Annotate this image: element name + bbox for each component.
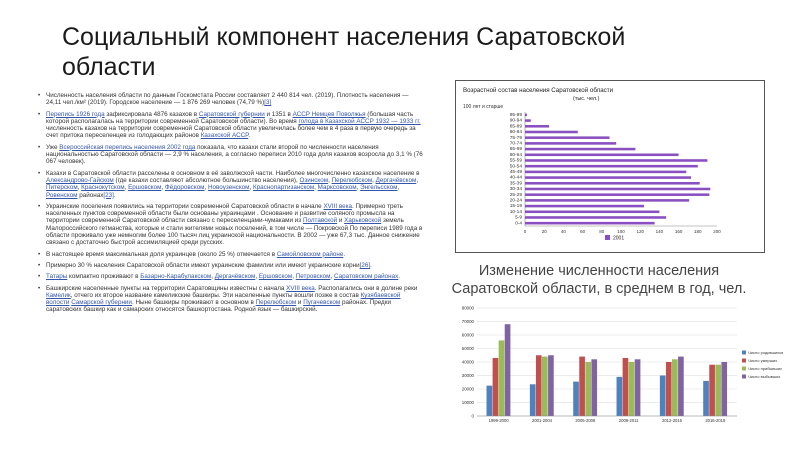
bullet-text: показала, что казахи стали второй по численности населения национальностью Саратовской области — 2,9 % населения, а согласно переписи 2010 года доля казахов возросла до 3,1 % (76 067 человек).	[46, 143, 423, 166]
bullet-link[interactable]: Базарно-Карабулакском	[140, 273, 212, 281]
legend-label: Число родившихся	[748, 350, 784, 355]
bullet-link[interactable]: Всероссийская перепись населения 2002 года	[59, 143, 196, 151]
bar	[525, 182, 700, 185]
bullet-link[interactable]: Ершовском	[128, 184, 162, 192]
bullet-text: ,	[330, 273, 334, 281]
x-tick-label: 2009-2011	[618, 418, 639, 423]
y-tick-label: 0-4	[515, 221, 522, 227]
bullet-text: .	[113, 191, 116, 199]
bar	[703, 381, 709, 416]
bullet-text: ,	[211, 273, 215, 281]
bar	[525, 193, 709, 196]
legend-swatch	[742, 367, 746, 371]
legend-title: 100 лет и старше	[463, 104, 504, 110]
bar	[525, 136, 609, 139]
bullet-text: (большая часть которой располагалась на территории современной Саратовской области). Во время	[46, 110, 414, 125]
bullet-text: Украинские поселения появились на территории современной Саратовской области в начале	[46, 202, 324, 210]
bullet-link[interactable]: Саратовской губернии	[198, 110, 265, 118]
bullet-text: Башкирские населенные пункты на территории Саратовщины известны с начала	[46, 284, 287, 292]
bullet-text: ,	[204, 184, 208, 192]
y-tick-label: 90-94	[509, 118, 522, 124]
bar	[525, 210, 659, 213]
bar	[525, 142, 616, 145]
bar	[499, 340, 505, 416]
x-tick-label: 2016-2019	[705, 418, 726, 423]
bullet-text: ,	[314, 184, 318, 192]
bullet-link[interactable]: Самарской губернии	[71, 299, 132, 307]
bar	[525, 188, 710, 191]
bullet-item	[40, 111, 425, 140]
bullet-item	[40, 251, 425, 258]
x-tick-label: 80	[599, 229, 605, 234]
bar	[678, 357, 684, 416]
bar	[573, 382, 579, 416]
bullet-item	[40, 92, 425, 107]
legend-swatch	[742, 351, 746, 355]
bullet-link[interactable]: Озинском	[299, 176, 329, 184]
bar	[525, 148, 635, 151]
bullet-text: .	[370, 261, 372, 269]
bullet-link[interactable]: Кузябаевской волости	[46, 291, 401, 307]
bullet-text: ,	[77, 184, 82, 192]
bar	[660, 376, 666, 417]
legend-label: Число выбывших	[748, 374, 781, 379]
bar	[525, 176, 691, 179]
legend-label: Число умерших	[748, 358, 778, 363]
bar	[525, 205, 644, 208]
x-tick-label: 20	[541, 229, 547, 234]
bullet-text: .	[343, 250, 346, 258]
bullet-text: ,	[328, 176, 332, 184]
y-tick-label: 85-89	[509, 124, 522, 130]
bar	[525, 153, 679, 156]
bullet-link[interactable]: Краснопартизанском	[253, 184, 315, 192]
bar	[525, 159, 707, 162]
bar	[591, 359, 597, 416]
bar	[525, 165, 698, 168]
bar	[666, 362, 672, 416]
legend-swatch	[742, 375, 746, 379]
y-tick-label: 20-24	[509, 198, 522, 204]
x-tick-label: 180	[694, 229, 702, 234]
x-tick-label: 140	[655, 229, 664, 234]
x-tick-label: 200	[713, 229, 721, 234]
x-tick-label: 120	[636, 229, 644, 234]
bullet-text: ,	[292, 273, 296, 281]
y-tick-label: 95-99	[509, 112, 522, 118]
y-tick-label: 0	[471, 413, 474, 419]
legend-swatch	[742, 359, 746, 363]
bar	[623, 358, 629, 416]
chart-subtitle: (тыс. чел.)	[573, 96, 600, 102]
bullet-text: (где казахи составляют абсолютное большинство населения),	[113, 176, 300, 184]
bullet-text: Численность населения области по данным Госкомстата России составляет 2 440 814 чел. (2019). Плотность населения — 24,11 чел./км² (2019). Городское население — 1 876 269 человек (74,79 %)	[46, 92, 409, 107]
bar	[525, 199, 689, 202]
bullet-link[interactable]: Харьковской	[344, 217, 382, 225]
y-tick-label: 35-39	[509, 181, 522, 187]
bullet-text: и	[296, 299, 304, 307]
bullet-item	[40, 203, 425, 247]
x-tick-label: 100	[617, 229, 625, 234]
bar	[530, 384, 536, 416]
bar	[536, 355, 542, 416]
y-tick-label: 50000	[461, 346, 474, 352]
legend-label: 2001	[613, 235, 625, 242]
bullet-text: ,	[416, 176, 419, 184]
bullet-link[interactable]: Александрово-Гайском	[46, 176, 114, 184]
y-tick-label: 30-34	[509, 187, 522, 193]
legend-label: Число прибывших	[748, 366, 782, 371]
population-change-chart	[451, 304, 790, 424]
bar	[617, 377, 623, 416]
bullet-link[interactable]: [23]	[103, 191, 114, 199]
bullet-text: районах. Предки саратовских башкир как и самарских относятся башкортостана. Родной язык — башкирский.	[46, 299, 392, 314]
bullet-link[interactable]: Пугачевском	[303, 299, 341, 307]
y-tick-label: 5-9	[515, 215, 522, 221]
age-composition-chart	[455, 80, 765, 253]
bullet-link[interactable]: Дергачёвском	[375, 176, 417, 184]
y-tick-label: 65-69	[509, 147, 522, 153]
bar	[525, 125, 549, 128]
bar	[721, 362, 727, 416]
bullet-link[interactable]: Саратовском районах	[334, 273, 399, 281]
bar	[525, 171, 686, 174]
bullet-text: .	[248, 132, 250, 140]
x-tick-label: 2001-2004	[531, 418, 553, 423]
bullet-text: . Ныне башкиры проживают в основном в	[131, 299, 256, 307]
bar	[505, 324, 511, 416]
bar	[493, 358, 499, 416]
y-tick-label: 70000	[461, 319, 474, 325]
x-tick-label: 1999-2000	[488, 418, 509, 423]
bullet-text: зафиксировала 4876 казахов в	[104, 110, 199, 118]
bullet-text: ,	[249, 184, 253, 192]
bullet-link[interactable]: [3]	[264, 99, 272, 107]
y-tick-label: 40-44	[509, 175, 522, 181]
bullet-link[interactable]: Самойловском районе	[276, 250, 344, 258]
bullet-link[interactable]: Марксовском	[317, 184, 357, 192]
bar	[542, 357, 548, 416]
bullet-link[interactable]: Перелюбском	[255, 299, 297, 307]
y-tick-label: 40000	[461, 359, 474, 365]
y-tick-label: 10-14	[509, 209, 522, 215]
bar	[525, 114, 527, 117]
y-tick-label: 15-19	[509, 204, 522, 210]
bar	[525, 222, 655, 225]
y-tick-label: 50-54	[509, 164, 522, 170]
bullet-link[interactable]: Дергачёвском	[214, 273, 256, 281]
bullet-text: ,	[372, 176, 376, 184]
bullet-link[interactable]: Перелюбском	[331, 176, 373, 184]
bullet-text: численность казахов на территории современной Саратовской области увеличилась более чем в 4 раза в первую очередь за счет притока переселенцев из голодающих районов	[46, 125, 416, 140]
bullet-text: компактно проживают в	[67, 273, 141, 281]
bar	[585, 362, 591, 416]
y-tick-label: 80000	[461, 305, 474, 311]
bullet-link[interactable]: Краснокутском	[81, 184, 125, 192]
x-tick-label: 160	[674, 229, 683, 234]
y-tick-label: 70-74	[509, 141, 522, 147]
x-tick-label: 2005-2008	[575, 418, 596, 423]
bullet-link[interactable]: Энгельсском	[360, 184, 398, 192]
y-tick-label: 45-49	[509, 169, 522, 175]
bullet-item	[40, 170, 425, 199]
bullet-link[interactable]: Питерском	[46, 184, 78, 192]
slide-title: Социальный компонент населения Саратовской области	[62, 23, 626, 81]
bullet-text: В настоящее время максимальная доля украинцев (около 25 %) отмечается в	[46, 250, 277, 258]
bullet-link[interactable]: [26]	[359, 261, 371, 269]
y-tick-label: 75-79	[509, 135, 522, 141]
bullet-text: .	[398, 273, 401, 281]
bullet-item	[40, 273, 425, 280]
bullet-link[interactable]: XVIII века	[323, 202, 353, 210]
bullet-item	[40, 144, 425, 166]
chart-title: Возрастной состав населения Саратовской области	[463, 87, 614, 94]
bullet-link[interactable]: Новоузенском	[207, 184, 250, 192]
bar	[548, 355, 554, 416]
bar	[487, 386, 493, 416]
y-tick-label: 80-84	[509, 130, 522, 136]
population-change-chart-title: Изменение численности населения Саратовской области, в среднем в год, чел.	[451, 263, 747, 297]
y-tick-label: 10000	[461, 400, 474, 406]
bullet-link[interactable]: XVIII века	[286, 284, 315, 292]
bullet-text: ,	[124, 184, 129, 192]
bar	[709, 365, 715, 416]
bullet-text: и 1351 в	[264, 110, 293, 118]
bullet-link[interactable]: Фёдоровском	[164, 184, 205, 192]
bullet-link[interactable]: Камелик	[46, 291, 71, 299]
bullet-item	[40, 285, 425, 314]
bullet-text: Казахи в Саратовской области расселены в основном в её заволжской части. Наиболее многочисленно казахское население в	[46, 169, 420, 177]
bar	[635, 359, 641, 416]
x-tick-label: 60	[580, 229, 586, 234]
bullet-text: . Располагались они в долине реки	[314, 284, 418, 292]
x-tick-label: 2012-2015	[661, 418, 683, 423]
y-tick-label: 25-29	[509, 192, 522, 198]
bullet-text: ,	[161, 184, 165, 192]
bullet-text: земель Малороссийского гетманства, которые и стали жителями новых поселений, в том числе — Покровской По переписи 1989 года в области проживало уже немногим более 100 тысяч лиц украинской национальности. В 2002 — уже 67,3 тыс. Данное снижение связано с достаточно быстрой ассимиляцией среди русских.	[46, 217, 423, 247]
x-tick-label: 0	[523, 229, 527, 234]
bullet-text: районах	[77, 191, 104, 199]
bar	[525, 131, 578, 134]
y-tick-label: 20000	[461, 386, 474, 392]
bullet-text: ,	[356, 184, 361, 192]
bullet-text: ,	[255, 273, 259, 281]
y-tick-label: 60-64	[509, 152, 522, 158]
x-tick-label: 40	[560, 229, 566, 234]
y-tick-label: 60000	[461, 332, 474, 338]
bar	[672, 359, 678, 416]
bar	[525, 216, 666, 219]
bullet-link[interactable]: голода в Казахской АССР 1932 — 1933 гг.	[298, 117, 421, 125]
y-tick-label: 30000	[461, 373, 474, 379]
bullet-link[interactable]: Татары	[46, 273, 68, 281]
bar	[525, 119, 531, 122]
bullet-link[interactable]: Казахской АССР	[200, 132, 249, 140]
bullet-item	[40, 262, 425, 269]
bar	[715, 365, 721, 416]
bar	[629, 362, 635, 416]
bullet-list	[30, 92, 425, 318]
bullet-link[interactable]: Перепись 1926 года	[46, 110, 105, 118]
bullet-link[interactable]: АССР Немцев Поволжья	[292, 110, 366, 118]
bullet-text: ,	[397, 184, 400, 192]
bullet-link[interactable]: Полтавской	[302, 217, 338, 225]
bullet-link[interactable]: Ершовском	[258, 273, 293, 281]
bar	[579, 357, 585, 416]
y-tick-label: 55-59	[509, 158, 522, 164]
legend-swatch	[605, 235, 610, 240]
bullet-link[interactable]: Петровском	[295, 273, 331, 281]
bullet-text: и	[337, 217, 345, 225]
bullet-text: Уже	[46, 143, 60, 151]
bullet-link[interactable]: Ровенском	[46, 191, 78, 199]
bullet-text: . Примерно треть населенных пунктов современной области были основаны украинцами . Основание и развитие соляного промысла на территории современной Саратовской области связано с переселенцами-чумаками из	[46, 202, 403, 225]
bullet-text: Примерно 30 % населения Саратовской области имеют украинские фамилии или имеют украинские корни	[46, 261, 360, 269]
bullet-text: , отчего их второе название камеликские башкиры. Эти населенные пункты вошли позже в состав	[70, 291, 361, 299]
